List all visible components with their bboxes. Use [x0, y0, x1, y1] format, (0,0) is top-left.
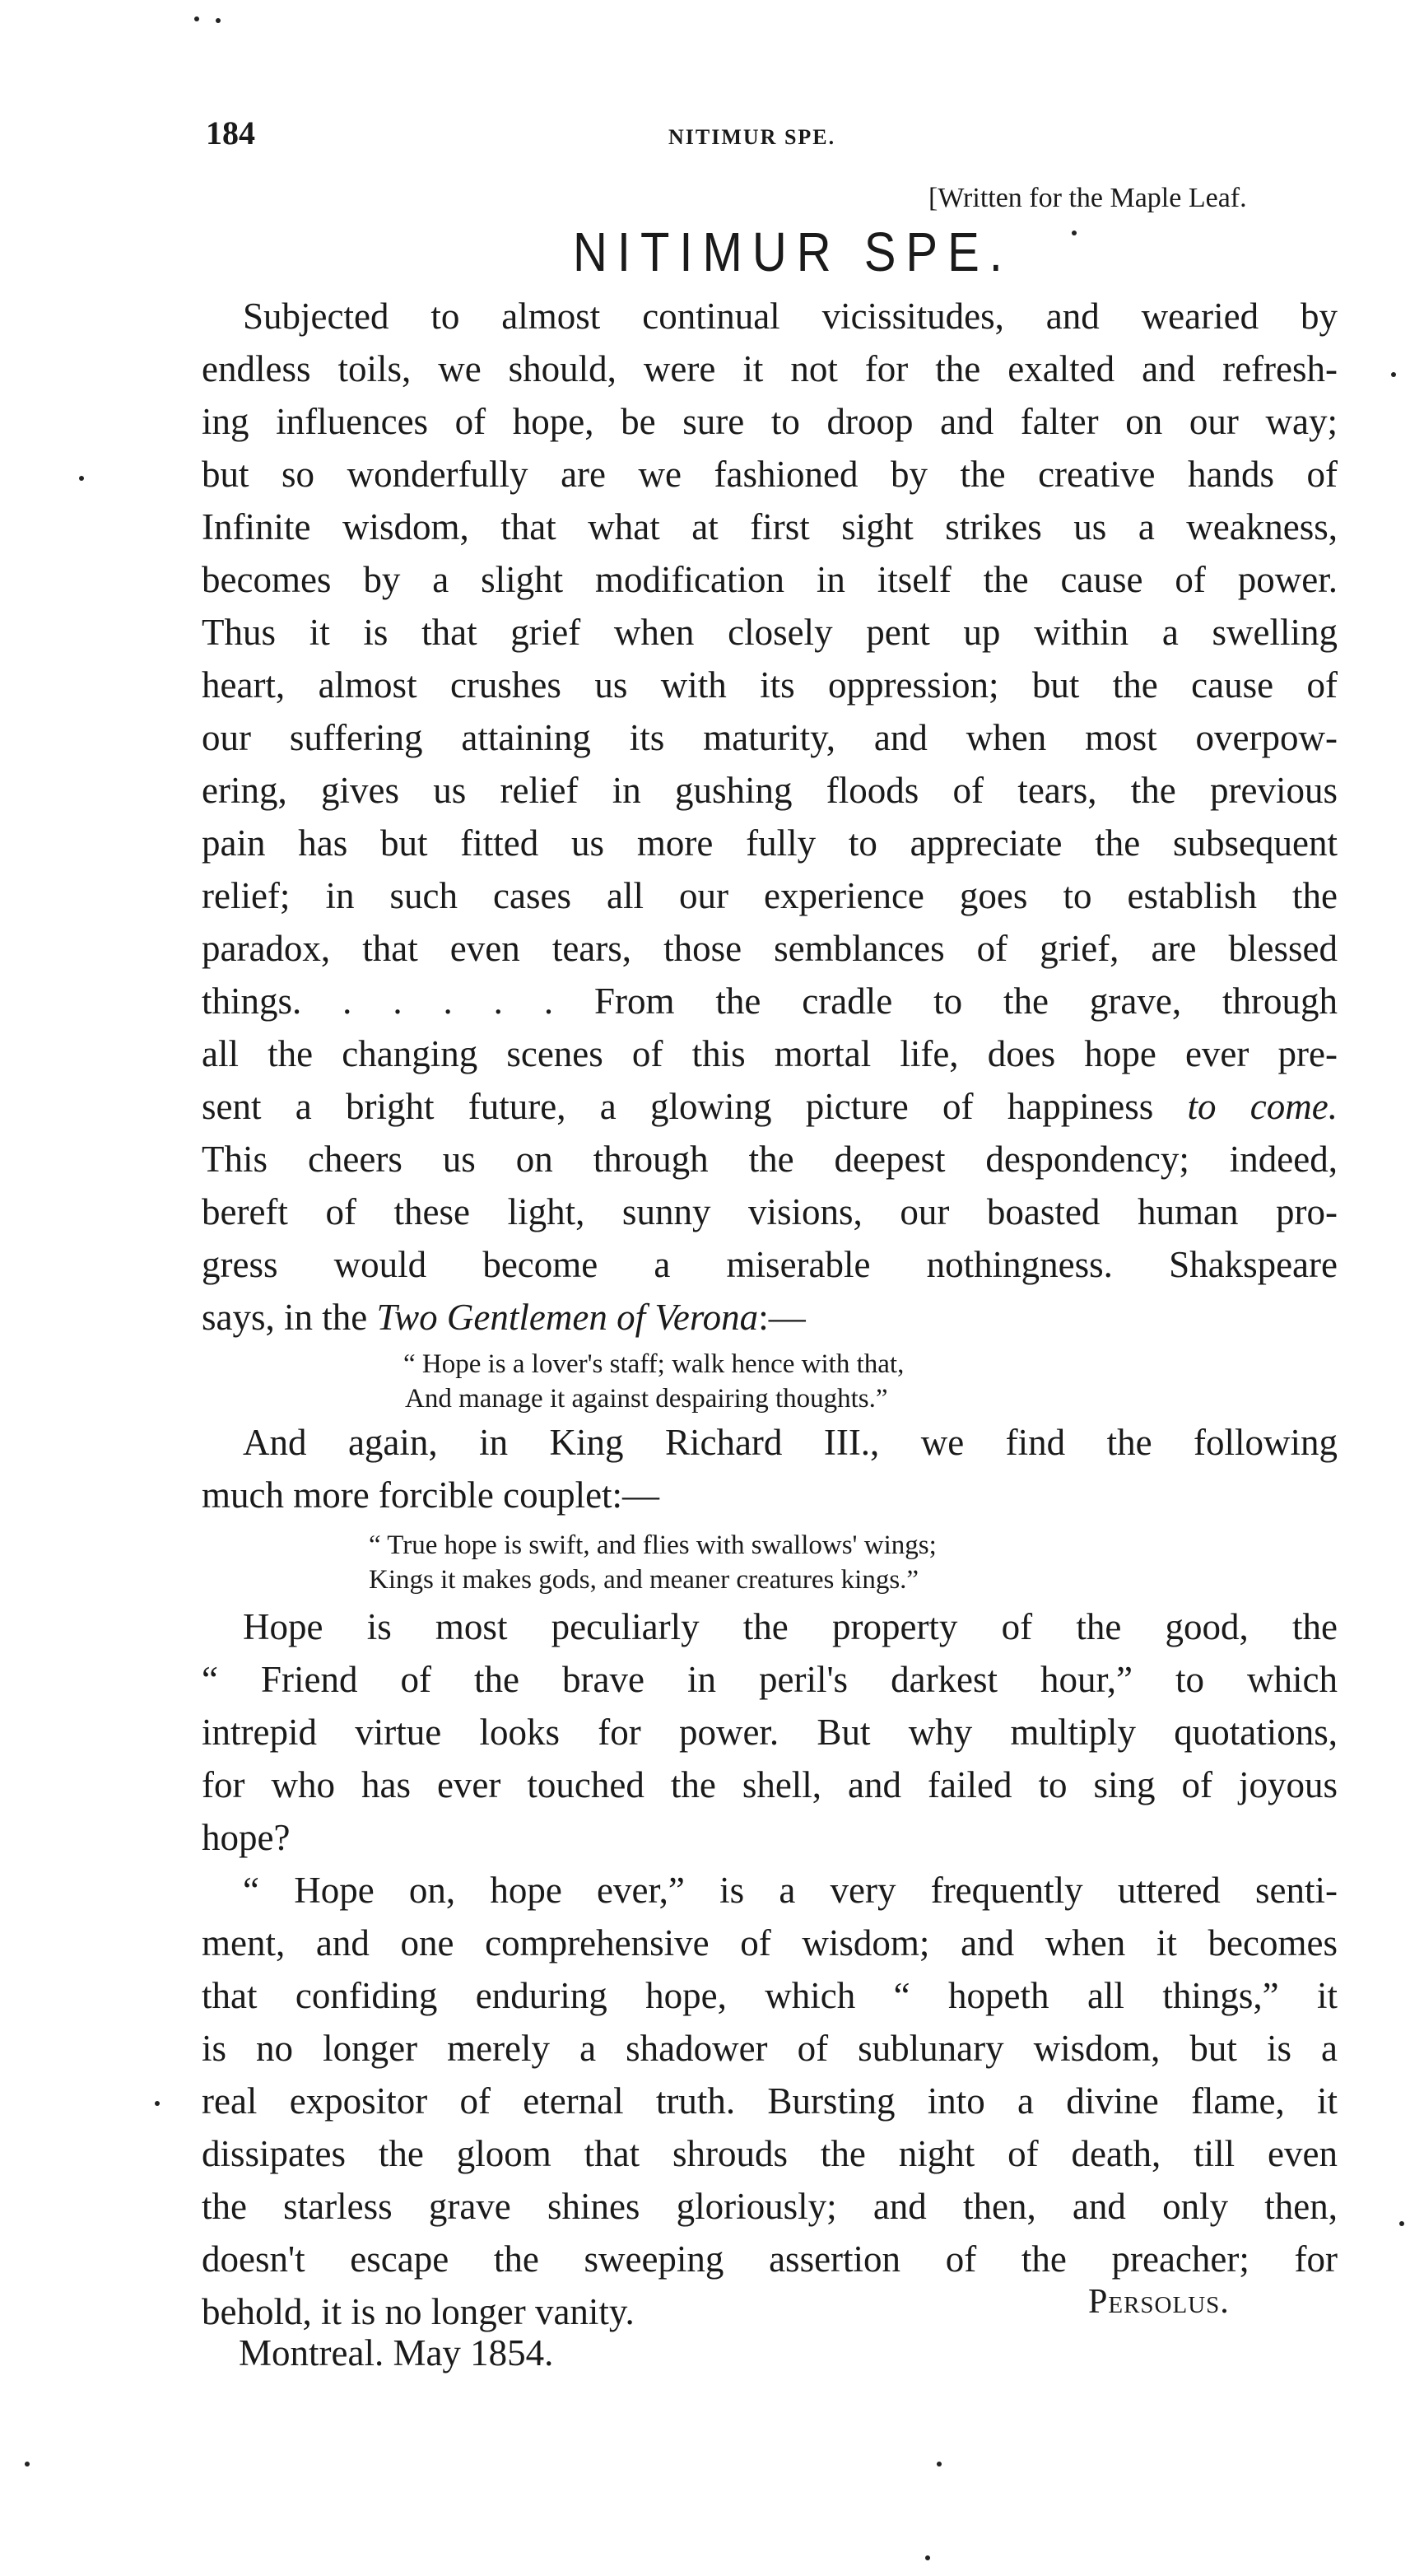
quote-line: “ True hope is swift, and flies with swallows' wings; [369, 1530, 937, 1560]
source-note: [Written for the Maple Leaf. [928, 183, 1247, 213]
text-line: real expositor of eternal truth. Bursting into a divine flame, it [202, 2080, 1338, 2122]
paragraph-2 [202, 1416, 1338, 1521]
text-line: And again, in King Richard III., we find the following [243, 1422, 1338, 1463]
quote-2 [369, 1528, 937, 1597]
text-line: is no longer merely a shadower of sublunary wisdom, but is a [202, 2028, 1338, 2069]
quote-line: “ Hope is a lover's staff; walk hence with that, [403, 1349, 905, 1379]
scan-speck [1072, 231, 1077, 235]
text-line: heart, almost crushes us with its oppression; but the cause of [202, 664, 1338, 706]
text-line: ing influences of hope, be sure to droop and falter on our way; [202, 401, 1338, 442]
text-line: things. . . . . . From the cradle to the grave, through [202, 981, 1338, 1022]
text-line: bereft of these light, sunny visions, our boasted human pro- [202, 1191, 1338, 1232]
text-line: ering, gives us relief in gushing floods of tears, the previous [202, 770, 1338, 811]
paragraph-1 [202, 290, 1338, 1344]
dateline: Montreal. May 1854. [239, 2332, 554, 2373]
quote-line: And manage it against despairing thoughts.” [405, 1384, 888, 1414]
text-line: much more forcible couplet:— [202, 1474, 660, 1516]
text-line: that confiding enduring hope, which “ hopeth all things,” it [202, 1975, 1338, 2016]
text-line: gress would become a miserable nothingness. Shakspeare [202, 1244, 1338, 1285]
text-line: Thus it is that grief when closely pent up within a swelling [202, 612, 1338, 653]
text-line: endless toils, we should, were it not for the exalted and refresh- [202, 348, 1338, 389]
scan-speck [194, 16, 199, 21]
quote-line: Kings it makes gods, and meaner creatures kings.” [369, 1565, 919, 1595]
text-line: but so wonderfully are we fashioned by the creative hands of [202, 454, 1338, 495]
scan-speck [216, 18, 221, 23]
text-line: behold, it is no longer vanity. [202, 2291, 635, 2332]
text-line: pain has but fitted us more fully to appreciate the subsequent [202, 822, 1338, 864]
text-line: “ Friend of the brave in peril's darkest hour,” to which [202, 1659, 1338, 1700]
page-number: 184 [206, 114, 255, 151]
text-line: all the changing scenes of this mortal life, does hope ever pre- [202, 1033, 1338, 1074]
text-line: says, in the Two Gentlemen of Verona:— [202, 1297, 806, 1338]
paragraph-3 [202, 1600, 1338, 1864]
scan-speck [1391, 372, 1396, 377]
text-line: ment, and one comprehensive of wisdom; and when it becomes [202, 1922, 1338, 1963]
text-line: Hope is most peculiarly the property of the good, the [243, 1606, 1338, 1647]
paragraph-4 [202, 1864, 1338, 2338]
scan-speck [1399, 2221, 1404, 2226]
text-line: becomes by a slight modification in itself the cause of power. [202, 559, 1338, 600]
scan-speck [155, 2101, 160, 2106]
text-line: “ Hope on, hope ever,” is a very frequently uttered senti- [243, 1870, 1338, 1911]
scan-speck [25, 2462, 30, 2467]
scan-speck [937, 2462, 942, 2467]
text-line: doesn't escape the sweeping assertion of the preacher; for [202, 2238, 1338, 2280]
quote-1 [403, 1347, 904, 1416]
text-line: for who has ever touched the shell, and failed to sing of joyous [202, 1764, 1338, 1805]
text-line: paradox, that even tears, those semblances of grief, are blessed [202, 928, 1338, 969]
text-line: Subjected to almost continual vicissitudes, and wearied by [243, 296, 1338, 337]
scan-speck [79, 476, 84, 481]
signature: Persolus. [1088, 2283, 1230, 2321]
text-line: our suffering attaining its maturity, and when most overpow- [202, 717, 1338, 758]
text-line: intrepid virtue looks for power. But why multiply quotations, [202, 1712, 1338, 1753]
article-title: NITIMUR SPE. [573, 221, 1012, 283]
text-line: This cheers us on through the deepest despondency; indeed, [202, 1139, 1338, 1180]
text-line: relief; in such cases all our experience goes to establish the [202, 875, 1338, 916]
text-line: hope? [202, 1817, 291, 1858]
text-line: the starless grave shines gloriously; and then, and only then, [202, 2186, 1338, 2227]
text-line: dissipates the gloom that shrouds the night of death, till even [202, 2133, 1338, 2174]
text-line: sent a bright future, a glowing picture of happiness to come. [202, 1086, 1338, 1127]
running-head: NITIMUR SPE. [668, 125, 836, 149]
scan-speck [925, 2555, 930, 2560]
text-line: Infinite wisdom, that what at first sight strikes us a weakness, [202, 506, 1338, 547]
